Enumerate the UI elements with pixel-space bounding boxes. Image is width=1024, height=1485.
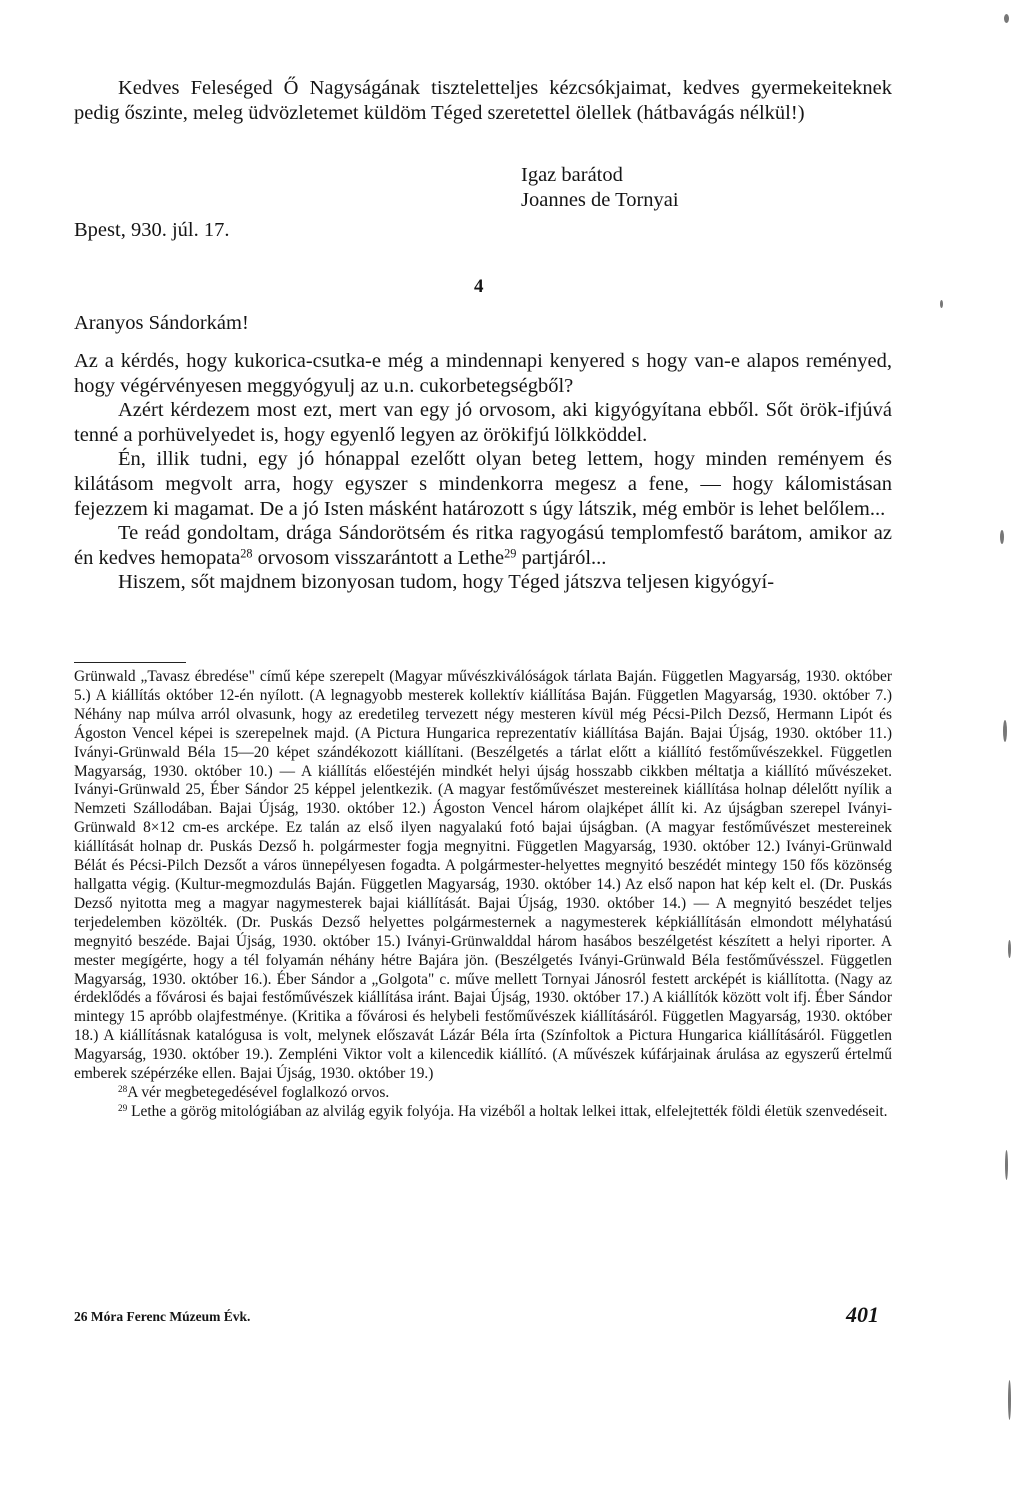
footnote-28-text: A vér megbetegedésével foglalkozó orvos. [127, 1083, 390, 1101]
scan-speck [1008, 1380, 1011, 1420]
scan-speck [1003, 720, 1007, 742]
signature-line-2: Joannes de Tornyai [521, 189, 679, 211]
scan-speck [1008, 940, 1011, 958]
journal-footer: 26 Móra Ferenc Múzeum Évk. [74, 1309, 251, 1324]
footnote-ref-29: 29 [504, 546, 517, 560]
p4-text-c: partjáról... [516, 546, 607, 569]
footnotes [74, 668, 892, 1122]
salutation: Aranyos Sándorkám! [74, 312, 249, 334]
footnote-ref-28: 28 [240, 546, 253, 560]
scan-speck [1004, 14, 1009, 23]
letter-paragraph-2: Azért kérdezem most ezt, mert van egy jó orvosom, aki kigyógyítana ebből. Sőt örök-ifjúvá tenné a porhüvelyedet is, hogy egyenlő legyen az örökifjú lölkköddel. [74, 399, 892, 446]
p4-text-a: Te reád gondoltam, drága Sándorötsém és ritka ragyogású templomfestő barátom, amikor az én kedves hemopata [74, 522, 892, 569]
letter-paragraph-3: Én, illik tudni, egy jó hónappal ezelőtt olyan beteg lettem, hogy minden reményem és kilátásom megvolt arra, hogy egyszer s mindenkorra megesz a fene, — hogy kálomistásan fejezzem ki magamat. De a jó Isten másként határozott s úgy látszik, még embör is lehet belőlem... [74, 448, 892, 520]
letter-number: 4 [474, 276, 484, 297]
letter-paragraph-1: Az a kérdés, hogy kukorica-csutka-e még a mindennapi kenyered s hogy van-e alapos reményed, hogy végérvényesen meggyógyulj az u.n. cukorbetegségből? [74, 350, 892, 397]
scan-speck [1005, 1150, 1008, 1180]
footnote-separator [74, 662, 186, 663]
letter-paragraph-5: Hiszem, sőt majdnem bizonyosan tudom, hogy Téged játszva teljesen kigyógyí- [118, 571, 775, 594]
footnote-28 [74, 1084, 892, 1103]
closing-paragraph: Kedves Feleséged Ő Nagyságának tiszteletteljes kézcsókjaimat, kedves gyermekeiteknek pedig őszinte, meleg üdvözletemet küldöm Téged szeretettel ölellek (hátbavágás nélkül!) [74, 77, 892, 124]
previous-letter-closing [74, 76, 892, 125]
signature-line-1: Igaz barátod [521, 164, 623, 186]
letter-body [74, 349, 892, 595]
page-number: 401 [846, 1302, 879, 1327]
letter-paragraph-4 [74, 521, 892, 570]
footnote-28-number: 28 [118, 1083, 128, 1094]
scan-speck [1000, 530, 1004, 544]
p4-text-b: orvosom visszarántott a Lethe [252, 546, 505, 569]
footnote-29 [74, 1103, 892, 1122]
footnote-continued: Grünwald „Tavasz ébredése" című képe szerepelt (Magyar művészkiválóságok tárlata Baján. Független Magyarság, 1930. október 5.) A kiállítás október 12-én nyílott. (A legnagyobb mesterek kollektív kiállítása Baján. Független Magyarság, 1930. október 7.) Néhány nap múlva arról olvasunk, hogy az eredetileg tervezett négy mesteren kívül még Pécsi-Pilch Dezső, Hermann Lipót és Ágoston Vencel képei is szerepelnek majd. (A Pictura Hungarica reprezentatív kiállítása Baján. Bajai Újság, 1930. október 11.) Iványi-Grünwald Béla 15—20 képet szándékozott kiállítani. (Beszélgetés a tárlat előtt a kiállító festőművészekkel. Független Magyarság, 1930. október 10.) — A kiállítás előestéjén mindkét helyi újság hosszabb cikkben méltatja a kiállító művészeket. Iványi-Grünwald 25, Éber Sándor 25 képpel jelentkezik. (A magyar festőművészet mestereinek kiállítása holnap délelőtt nyílik a Nemzeti Szállodában. Bajai Újság, 1930. október 12.) Ágoston Vencel három olajképet állít ki. Az újságban szerepel Iványi-Grünwald 8×12 cm-es arcképe. Ez talán az első ilyen nagyalakú fotó bajai újságban. (A magyar festőművészet mestereinek kiállítását holnap dr. Puskás Dezső h. polgármester fogja megnyitni. Független Magyarság, 1930. október 12.) Iványi-Grünwald Bélát és Pécsi-Pilch Dezsőt a város ünnepélyesen fogadta. A polgármester-helyettes megnyitó beszédét mintegy 150 fős közönség hallgatta végig. (Kultur-megmozdulás Baján. Független Magyarság, 1930. október 14.) Az első napon hat kép kelt el. (Dr. Puskás Dezső nyitotta meg a magyar nagymesterek bajai kiállítását. Bajai Újság, 1930. október 14.) — A megnyitó beszédet teljes terjedelemben közölték. (Dr. Puskás Dezső helyettes polgármesternek a nagymesterek képkiállításán elmondott mélyhatású megnyitó beszéde. Bajai Újság, 1930. október 15.) Iványi-Grünwalddal három hasábos beszélgetést készített a helyi riporter. A mester megígérte, hogy a tél folyamán néhány hétre Bajára jön. (Beszélgetés Iványi-Grünwald Béla festőművésszel. Független Magyarság, 1930. október 16.). Éber Sándor a „Golgota" c. műve mellett Tornyai Jánosról festett arcképét is kiállította. (Nagy az érdeklődés a fővárosi és bajai festőművészek kiállítása iránt. Bajai Újság, 1930. október 17.) A kiállítók között volt ifj. Éber Sándor mintegy 15 apróbb olajfestménye. (Kritika a fővárosi és helybeli festőművészek kiállításáról. Független Magyarság, 1930. október 18.) A kiállításnak katalógusa is volt, melynek előszavát Lázár Béla írta (Színfoltok a Pictura Hungarica kiállításáról. Független Magyarság, 1930. október 19.). Zempléni Viktor volt a kilencedik kiállító. (A művészek kúfárjainak árulása az egyszerű értelmű emberek szépérzéke ellen. Bajai Újság, 1930. október 19.) [74, 668, 892, 1083]
footnote-29-text: Lethe a görög mitológiában az alvilág egyik folyója. Ha vizéből a holtak lelkei ittak, elfelejtették földi életük szenvedéseit. [127, 1102, 888, 1120]
footnote-29-number: 29 [118, 1102, 128, 1113]
scan-speck [940, 300, 943, 308]
dateline: Bpest, 930. júl. 17. [74, 219, 230, 241]
